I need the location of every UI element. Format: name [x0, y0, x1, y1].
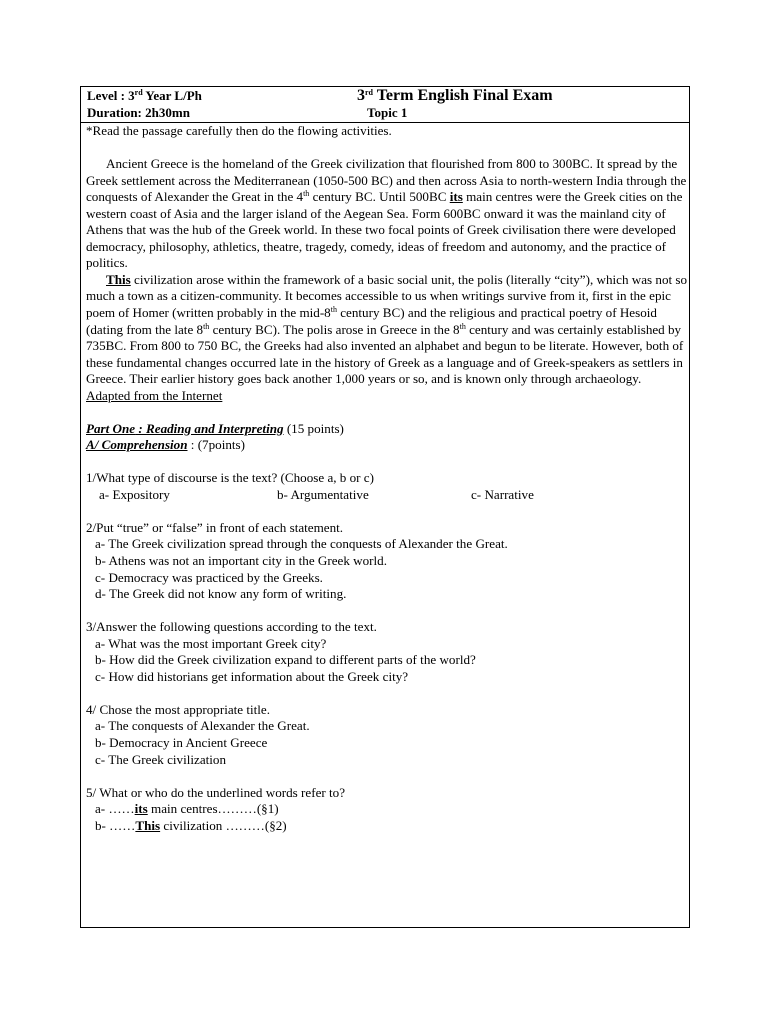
exam-title: 3rd Term English Final Exam — [357, 87, 553, 104]
passage-paragraph-1: Ancient Greece is the homeland of the Greek civilization that flourished from 800 to 300BC. It spread by the Greek settlement across the Mediterranean (1050-500 BC) and then across Asia to north-western India through the conquests of Alexander the Great in the 4th century BC. Until 500BC its main centres were the Greek cities on the western coast of Asia and the larger island of the Aegean Sea. Form 600BC onward it was the mainland city of Athens that was the hub of the Greek world. In these two focal points of Greek civilisation there were developed democracy, philosophy, athletics, theatre, tragedy, comedy, ideas of freedom and autonomy, and the practice of politics. — [86, 156, 687, 271]
question-item: b- How did the Greek civilization expand to different parts of the world? — [95, 652, 476, 668]
level-label: Level : 3rd Year L/Ph — [87, 88, 202, 103]
underlined-word-its: its — [449, 189, 463, 205]
title-option: a- The conquests of Alexander the Great. — [95, 718, 310, 734]
question-item: c- How did historians get information about the Greek city? — [95, 668, 409, 684]
title-option: c- The Greek civilization — [95, 751, 227, 767]
passage-source: Adapted from the Internet — [86, 387, 223, 403]
reference-item-b: b- ……This civilization ………(§2) — [95, 817, 287, 833]
option-a: a- Expository — [99, 486, 170, 502]
option-b: b- Argumentative — [277, 486, 369, 502]
statement-item: a- The Greek civilization spread through the conquests of Alexander the Great. — [95, 536, 508, 552]
question-4: 4/ Chose the most appropriate title. — [86, 701, 271, 717]
statement-item: d- The Greek did not know any form of writing. — [95, 586, 347, 602]
exam-header — [81, 87, 689, 123]
reference-item-a: a- ……its main centres………(§1) — [95, 801, 279, 817]
title-option: b- Democracy in Ancient Greece — [95, 734, 268, 750]
duration-label: Duration: 2h30mn — [87, 105, 190, 120]
option-c: c- Narrative — [471, 486, 534, 502]
underlined-word-this: This — [106, 271, 131, 287]
question-2: 2/Put “true” or “false” in front of each statement. — [86, 519, 344, 535]
exam-frame — [80, 86, 690, 928]
question-item: a- What was the most important Greek city? — [95, 635, 327, 651]
statement-item: b- Athens was not an important city in the Greek world. — [95, 553, 388, 569]
instruction: *Read the passage carefully then do the flowing activities. — [86, 123, 392, 138]
statement-item: c- Democracy was practiced by the Greeks. — [95, 569, 323, 585]
question-5: 5/ What or who do the underlined words refer to? — [86, 784, 346, 800]
part-one-heading: Part One : Reading and Interpreting (15 points) — [86, 420, 344, 436]
question-1-options — [86, 487, 689, 504]
question-3: 3/Answer the following questions according to the text. — [86, 619, 377, 635]
topic-label: Topic 1 — [367, 105, 408, 120]
passage-paragraph-2: This civilization arose within the framework of a basic social unit, the polis (literally “city”), which was not so much a town as a citizen-community. It becomes accessible to us when writings survive from it, first in the epic poem of Homer (written probably in the mid-8th century BC) and the religious and practical poetry of Hesoid (dating from the late 8th century BC). The polis arose in Greece in the 8th century and was certainly established by 735BC. From 800 to 750 BC, the Greeks had also invented an alphabet and begun to be literate. However, both of these fundamental changes occurred late in the history of Greek as a language and of Greek-speakers as settlers in Greece. Their earlier history goes back another 1,000 years or so, and is known only through archaeology. — [86, 271, 688, 387]
question-1: 1/What type of discourse is the text? (Choose a, b or c) — [86, 470, 374, 486]
exam-body — [86, 123, 689, 834]
section-a-heading: A/ Comprehension : (7points) — [86, 437, 245, 453]
